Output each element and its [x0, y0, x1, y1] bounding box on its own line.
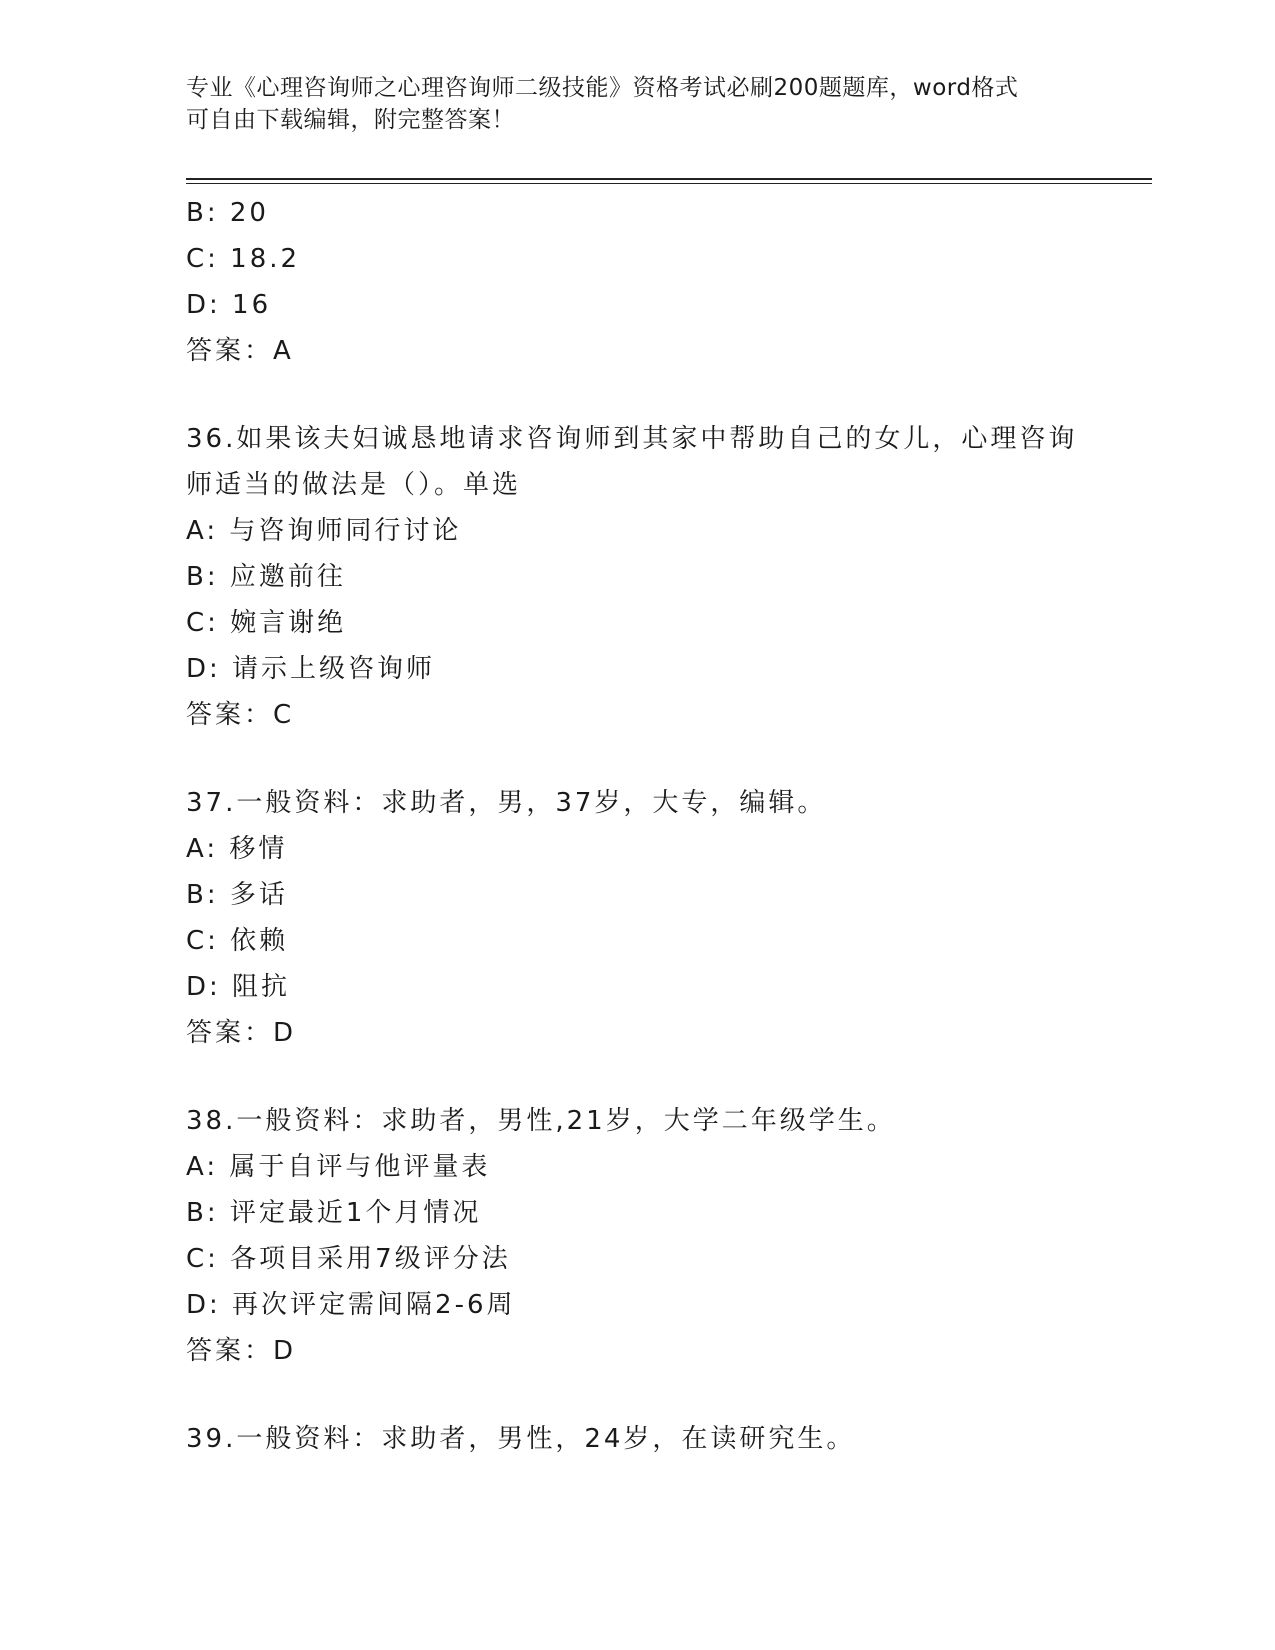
spacer	[186, 1374, 1106, 1416]
header-line-2: 可自由下载编辑，附完整答案！	[186, 107, 515, 133]
question-38	[186, 1098, 1106, 1374]
answer-line: 答案：D	[186, 1336, 297, 1366]
question-stem-line: 37.一般资料：求助者，男，37岁，大专，编辑。	[186, 788, 827, 818]
spacer	[186, 1056, 1106, 1098]
option-c: C: 依赖	[186, 926, 289, 956]
question-stem-line: 36.如果该夫妇诚恳地请求咨询师到其家中帮助自己的女儿，心理咨询	[186, 424, 1078, 454]
option-c: C: 婉言谢绝	[186, 608, 347, 638]
option-d: D: 阻抗	[186, 972, 291, 1002]
option-c: C: 18.2	[186, 244, 301, 274]
question-36	[186, 416, 1106, 738]
option-a: A: 与咨询师同行讨论	[186, 516, 462, 546]
option-b: B: 评定最近1个月情况	[186, 1198, 482, 1228]
option-d: D: 16	[186, 290, 272, 320]
option-d: D: 请示上级咨询师	[186, 654, 436, 684]
answer-line: 答案：C	[186, 700, 295, 730]
option-a: A: 移情	[186, 834, 288, 864]
header-rule-thin	[186, 183, 1152, 184]
option-a: A: 属于自评与他评量表	[186, 1152, 491, 1182]
question-39	[186, 1416, 1106, 1462]
header-rule-thick	[186, 178, 1152, 180]
answer-line: 答案：D	[186, 1018, 297, 1048]
option-c: C: 各项目采用7级评分法	[186, 1244, 511, 1274]
question-list	[186, 190, 1106, 1462]
question-37	[186, 780, 1106, 1056]
option-b: B: 多话	[186, 880, 288, 910]
question-stem-line: 师适当的做法是（）。单选	[186, 470, 522, 500]
page-header	[186, 72, 1086, 136]
option-b: B: 20	[186, 198, 269, 228]
answer-line: 答案：A	[186, 336, 294, 366]
question-stem-line: 38.一般资料：求助者，男性,21岁，大学二年级学生。	[186, 1106, 896, 1136]
option-b: B: 应邀前往	[186, 562, 346, 592]
spacer	[186, 738, 1106, 780]
question-stem-line: 39.一般资料：求助者，男性，24岁，在读研究生。	[186, 1424, 856, 1454]
question-35-continued	[186, 190, 1106, 374]
option-d: D: 再次评定需间隔2-6周	[186, 1290, 516, 1320]
header-line-1: 专业《心理咨询师之心理咨询师二级技能》资格考试必刷200题题库，word格式	[186, 75, 1019, 101]
spacer	[186, 374, 1106, 416]
